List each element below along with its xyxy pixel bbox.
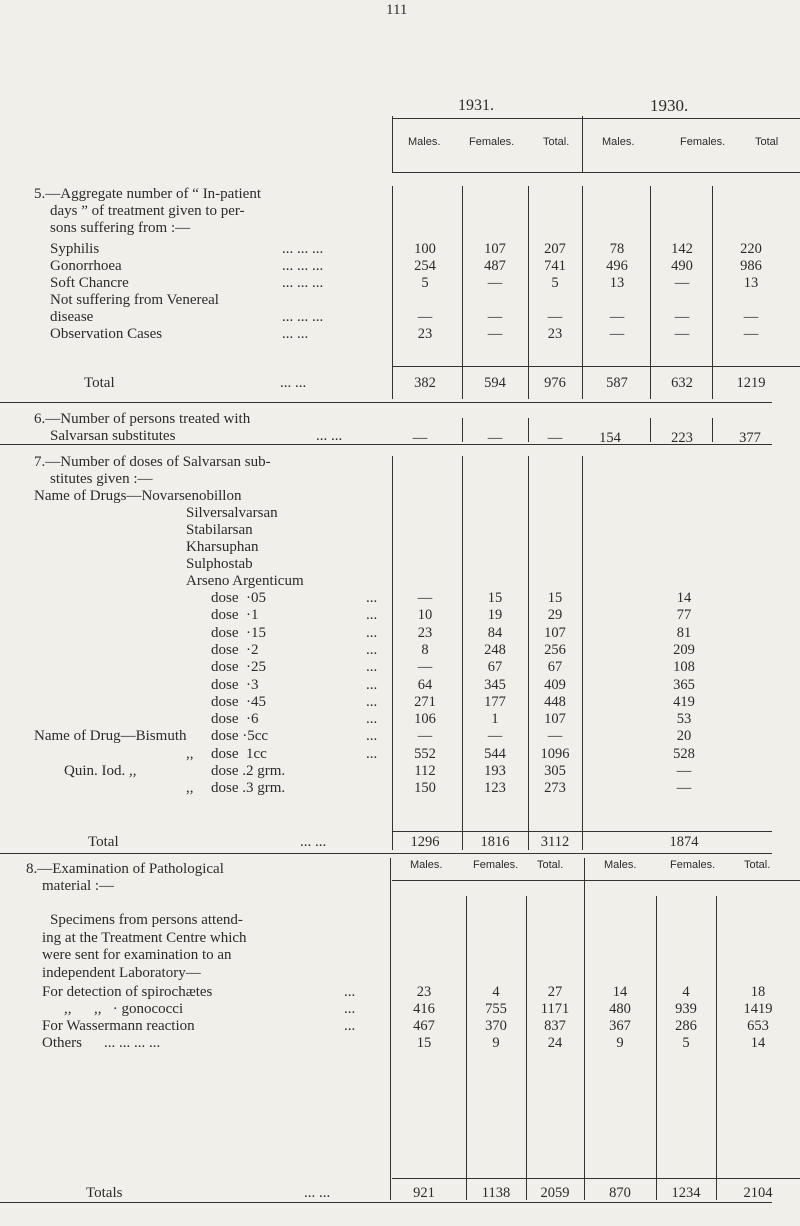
cell-value: 27 bbox=[547, 984, 563, 1000]
cell-value: — bbox=[487, 430, 503, 446]
cell-value: 207 bbox=[544, 241, 566, 257]
row-leader: ... bbox=[366, 693, 378, 710]
total-label: Totals bbox=[86, 1185, 123, 1201]
row-prefix: Name of Drug—Bismuth bbox=[34, 728, 187, 745]
cell-value: — bbox=[547, 430, 563, 446]
row-label: ,, ,, · gonococci bbox=[64, 1001, 184, 1017]
column-rule bbox=[392, 186, 393, 399]
cell-value: 106 bbox=[414, 711, 436, 728]
cell-value: — bbox=[547, 728, 563, 745]
header-males-1930: Males. bbox=[602, 136, 635, 148]
cell-value: 271 bbox=[414, 693, 436, 710]
intro-text: ing at the Treatment Centre which bbox=[42, 929, 247, 946]
cell-value: 20 bbox=[676, 728, 692, 745]
total-leader: ... ... bbox=[300, 834, 327, 850]
cell-value: 107 bbox=[544, 711, 566, 728]
row-leader: ... bbox=[366, 728, 378, 745]
column-rule bbox=[582, 186, 583, 399]
cell-value: 552 bbox=[414, 745, 436, 762]
cell-value: 64 bbox=[417, 676, 433, 693]
cell-value: 10 bbox=[417, 607, 433, 624]
cell-value: 419 bbox=[673, 693, 695, 710]
cell-value: 142 bbox=[671, 241, 693, 257]
row-leader: ... bbox=[366, 659, 378, 676]
section-7-title: stitutes given :— bbox=[50, 471, 153, 487]
row-prefix: ,, bbox=[186, 745, 194, 762]
section-divider bbox=[0, 853, 772, 854]
cell-value: 193 bbox=[484, 763, 506, 779]
cell-value: 15 bbox=[487, 590, 503, 606]
drug-name: Stabilarsan bbox=[186, 522, 253, 538]
cell-value: 15 bbox=[416, 1035, 432, 1051]
cell-value: 18 bbox=[750, 984, 766, 1000]
row-label: Observation Cases bbox=[50, 326, 163, 342]
cell-value: 256 bbox=[544, 641, 566, 658]
row-leader: ... ... ... bbox=[282, 258, 324, 274]
cell-value: 14 bbox=[750, 1035, 766, 1051]
section-divider bbox=[0, 402, 772, 403]
cell-value: 108 bbox=[673, 659, 695, 676]
cell-value: 367 bbox=[609, 1018, 631, 1034]
cell-value: 365 bbox=[673, 676, 695, 693]
cell-value: 23 bbox=[417, 326, 433, 342]
intro-text: independent Laboratory— bbox=[42, 964, 201, 981]
row-leader: ... bbox=[344, 984, 356, 1000]
cell-value: 480 bbox=[609, 1001, 631, 1017]
drug-name: Silversalvarsan bbox=[186, 505, 278, 521]
cell-value: 23 bbox=[416, 984, 432, 1000]
dose-label: dose ·45 bbox=[211, 693, 266, 710]
cell-value: 448 bbox=[544, 693, 566, 710]
cell-value: 220 bbox=[740, 241, 762, 257]
section-5-total-rule bbox=[392, 366, 800, 367]
dose-label: dose ·15 bbox=[211, 624, 266, 641]
header-total-1931: Total. bbox=[543, 136, 570, 148]
section-8-header-rule bbox=[392, 880, 800, 881]
total-value: 1138 bbox=[481, 1185, 511, 1201]
row-leader: ... bbox=[344, 1001, 356, 1017]
cell-value: 305 bbox=[544, 763, 566, 779]
cell-value: 81 bbox=[676, 624, 692, 641]
cell-value: 67 bbox=[487, 659, 503, 676]
total-value: 1296 bbox=[410, 834, 440, 850]
row-leader: ... bbox=[366, 607, 378, 624]
cell-value: 13 bbox=[743, 275, 759, 291]
column-rule bbox=[392, 456, 393, 850]
cell-value: 14 bbox=[676, 590, 692, 606]
dose-label: dose .3 grm. bbox=[211, 780, 286, 797]
cell-value: — bbox=[743, 326, 759, 342]
total-value: 870 bbox=[609, 1185, 631, 1201]
drug-name: Kharsuphan bbox=[186, 539, 259, 555]
dose-label: dose ·5cc bbox=[211, 728, 269, 745]
cell-value: 254 bbox=[414, 258, 436, 274]
row-label: Syphilis bbox=[50, 241, 100, 257]
cell-value: 4 bbox=[492, 984, 500, 1000]
cell-value: — bbox=[609, 326, 625, 342]
column-rule bbox=[528, 186, 529, 399]
total-value: 587 bbox=[606, 375, 628, 391]
dose-label: dose ·6 bbox=[211, 711, 259, 728]
column-rule bbox=[462, 186, 463, 399]
total-value: 1234 bbox=[671, 1185, 701, 1201]
section-6-leader: ... ... bbox=[316, 428, 343, 444]
cell-value: 107 bbox=[544, 624, 566, 641]
cell-value: — bbox=[487, 728, 503, 745]
section-6-title: 6.—Number of persons treated with bbox=[34, 411, 251, 427]
dose-label: dose ·25 bbox=[211, 659, 266, 676]
column-rule bbox=[712, 418, 713, 442]
cell-value: 14 bbox=[612, 984, 628, 1000]
column-rule bbox=[390, 858, 391, 1200]
dose-label: dose .2 grm. bbox=[211, 763, 286, 779]
section-7-total-rule bbox=[392, 831, 772, 832]
total-value: 2104 bbox=[743, 1185, 773, 1201]
column-rule bbox=[462, 456, 463, 850]
cell-value: 8 bbox=[421, 641, 429, 658]
cell-value: 1171 bbox=[540, 1001, 570, 1017]
cell-value: 416 bbox=[413, 1001, 435, 1017]
cell-value: 1 bbox=[491, 711, 499, 728]
row-leader: ... bbox=[366, 590, 378, 606]
cell-value: 467 bbox=[413, 1018, 435, 1034]
cell-value: 653 bbox=[747, 1018, 769, 1034]
total-label: Total bbox=[88, 834, 119, 850]
cell-value: 939 bbox=[675, 1001, 697, 1017]
column-rule bbox=[712, 186, 713, 399]
row-leader: ... bbox=[366, 676, 378, 693]
cell-value: 496 bbox=[606, 258, 628, 274]
cell-value: 67 bbox=[547, 659, 563, 676]
column-rule bbox=[650, 186, 651, 399]
cell-value: 100 bbox=[414, 241, 436, 257]
dose-label: dose ·2 bbox=[211, 641, 259, 658]
cell-value: — bbox=[412, 430, 428, 446]
cell-value: — bbox=[609, 309, 625, 325]
cell-value: 1419 bbox=[743, 1001, 773, 1017]
row-label: Gonorrhoea bbox=[50, 258, 122, 274]
header-rule bbox=[582, 116, 583, 173]
cell-value: — bbox=[417, 590, 433, 606]
cell-value: 223 bbox=[671, 430, 693, 446]
cell-value: 15 bbox=[547, 590, 563, 606]
cell-value: — bbox=[676, 780, 692, 797]
total-leader: ... ... bbox=[280, 375, 307, 391]
header-males-1931: Males. bbox=[408, 136, 441, 148]
column-rule bbox=[462, 418, 463, 442]
row-label: Others bbox=[42, 1035, 82, 1051]
cell-value: — bbox=[487, 326, 503, 342]
cell-value: — bbox=[676, 763, 692, 779]
cell-value: 273 bbox=[544, 780, 566, 797]
cell-value: 4 bbox=[682, 984, 690, 1000]
section-5-title: sons suffering from :— bbox=[50, 220, 191, 236]
page-number: 111 bbox=[386, 2, 408, 18]
row-label: For Wassermann reaction bbox=[42, 1018, 195, 1034]
row-prefix: ,, bbox=[186, 780, 194, 797]
column-rule bbox=[716, 896, 717, 1200]
row-leader: ... bbox=[366, 641, 378, 658]
cell-value: 23 bbox=[547, 326, 563, 342]
drug-name: Arseno Argenticum bbox=[186, 573, 304, 589]
cell-value: — bbox=[674, 275, 690, 291]
row-leader: ... ... ... bbox=[282, 275, 324, 291]
row-label: Not suffering from Venereal bbox=[50, 292, 219, 308]
section-5-title: days ” of treatment given to per- bbox=[50, 203, 245, 219]
row-leader: ... bbox=[366, 624, 378, 641]
cell-value: 150 bbox=[414, 780, 436, 797]
header-rule bbox=[392, 118, 800, 119]
total-value: 382 bbox=[414, 375, 436, 391]
header-females-1931: Females. bbox=[469, 136, 515, 148]
row-leader: ... bbox=[366, 711, 378, 728]
row-leader: ... ... ... ... bbox=[104, 1035, 161, 1051]
cell-value: 77 bbox=[676, 607, 692, 624]
cell-value: 370 bbox=[485, 1018, 507, 1034]
drug-name: Sulphostab bbox=[186, 556, 253, 572]
cell-value: — bbox=[417, 659, 433, 676]
cell-value: 9 bbox=[616, 1035, 624, 1051]
total-value: 1219 bbox=[736, 375, 766, 391]
section-7-drug-names: Name of Drugs—Novarsenobillon bbox=[34, 488, 242, 504]
cell-value: 23 bbox=[417, 624, 433, 641]
section-8-header-males-1930: Males. bbox=[604, 859, 637, 871]
cell-value: — bbox=[674, 309, 690, 325]
cell-value: — bbox=[487, 309, 503, 325]
cell-value: 29 bbox=[547, 607, 563, 624]
section-8-total-rule bbox=[392, 1178, 800, 1179]
section-8-header-males-1931: Males. bbox=[410, 859, 443, 871]
dose-label: dose ·3 bbox=[211, 676, 259, 693]
cell-value: — bbox=[743, 309, 759, 325]
row-leader: ... ... ... bbox=[282, 241, 324, 257]
header-total-1930: Total bbox=[755, 136, 779, 148]
cell-value: 345 bbox=[484, 676, 506, 693]
cell-value: 741 bbox=[544, 258, 566, 274]
total-value: 1816 bbox=[480, 834, 510, 850]
total-value: 594 bbox=[484, 375, 506, 391]
section-8-header-females-1931: Females. bbox=[473, 859, 519, 871]
header-rule bbox=[392, 172, 800, 173]
row-leader: ... ... bbox=[282, 326, 309, 342]
row-leader: ... ... ... bbox=[282, 309, 324, 325]
cell-value: 377 bbox=[739, 430, 761, 446]
cell-value: 1096 bbox=[540, 745, 570, 762]
cell-value: 19 bbox=[487, 607, 503, 624]
section-8-header-females-1930: Females. bbox=[670, 859, 716, 871]
total-value: 632 bbox=[671, 375, 693, 391]
intro-text: were sent for examination to an bbox=[42, 947, 232, 963]
section-6-title: Salvarsan substitutes bbox=[50, 428, 176, 444]
cell-value: 490 bbox=[671, 258, 693, 274]
column-rule bbox=[650, 418, 651, 442]
cell-value: 5 bbox=[551, 275, 559, 291]
cell-value: 5 bbox=[421, 275, 429, 291]
cell-value: — bbox=[487, 275, 503, 291]
header-females-1930: Females. bbox=[680, 136, 726, 148]
total-value: 3112 bbox=[540, 834, 570, 850]
total-leader: ... ... bbox=[304, 1185, 331, 1201]
section-8-title: material :— bbox=[42, 878, 115, 894]
dose-label: dose ·1 bbox=[211, 607, 259, 624]
cell-value: 837 bbox=[544, 1018, 566, 1034]
cell-value: — bbox=[417, 728, 433, 745]
cell-value: 544 bbox=[484, 745, 506, 762]
cell-value: 13 bbox=[609, 275, 625, 291]
cell-value: 986 bbox=[740, 258, 762, 274]
section-8-header-total-1931: Total. bbox=[537, 859, 564, 871]
cell-value: 112 bbox=[414, 763, 436, 779]
total-value: 1874 bbox=[669, 834, 699, 850]
row-leader: ... bbox=[366, 745, 378, 762]
cell-value: 755 bbox=[485, 1001, 507, 1017]
row-label: Soft Chancre bbox=[50, 275, 129, 291]
section-5-title: 5.—Aggregate number of “ In-patient bbox=[34, 186, 261, 202]
dose-label: dose ·05 bbox=[211, 590, 266, 606]
cell-value: 5 bbox=[682, 1035, 690, 1051]
cell-value: 24 bbox=[547, 1035, 563, 1051]
cell-value: 528 bbox=[673, 745, 695, 762]
dose-label: dose 1cc bbox=[211, 745, 267, 762]
row-leader: ... bbox=[344, 1018, 356, 1034]
cell-value: — bbox=[417, 309, 433, 325]
cell-value: 84 bbox=[487, 624, 503, 641]
total-value: 2059 bbox=[540, 1185, 570, 1201]
total-label: Total bbox=[84, 375, 115, 391]
cell-value: 53 bbox=[676, 711, 692, 728]
cell-value: 78 bbox=[609, 241, 625, 257]
cell-value: 177 bbox=[484, 693, 506, 710]
row-label: disease bbox=[50, 309, 94, 325]
cell-value: 9 bbox=[492, 1035, 500, 1051]
row-label: For detection of spirochætes bbox=[42, 984, 213, 1000]
cell-value: 107 bbox=[484, 241, 506, 257]
cell-value: 209 bbox=[673, 641, 695, 658]
year-1930-heading: 1930. bbox=[650, 96, 689, 115]
cell-value: 154 bbox=[599, 430, 621, 446]
cell-value: 286 bbox=[675, 1018, 697, 1034]
year-1931-heading: 1931. bbox=[458, 97, 494, 114]
bottom-rule bbox=[0, 1202, 772, 1203]
row-prefix: Quin. Iod. ,, bbox=[64, 763, 137, 779]
cell-value: 409 bbox=[544, 676, 566, 693]
section-7-title: 7.—Number of doses of Salvarsan sub- bbox=[34, 454, 271, 470]
intro-text: Specimens from persons attend- bbox=[50, 912, 243, 928]
cell-value: 487 bbox=[484, 258, 506, 274]
header-rule bbox=[392, 116, 393, 173]
cell-value: 123 bbox=[484, 780, 506, 797]
cell-value: — bbox=[547, 309, 563, 325]
cell-value: 248 bbox=[484, 641, 506, 658]
total-value: 921 bbox=[413, 1185, 435, 1201]
cell-value: — bbox=[674, 326, 690, 342]
section-8-title: 8.—Examination of Pathological bbox=[26, 861, 224, 877]
section-8-header-total-1930: Total. bbox=[744, 859, 771, 871]
total-value: 976 bbox=[544, 375, 566, 391]
